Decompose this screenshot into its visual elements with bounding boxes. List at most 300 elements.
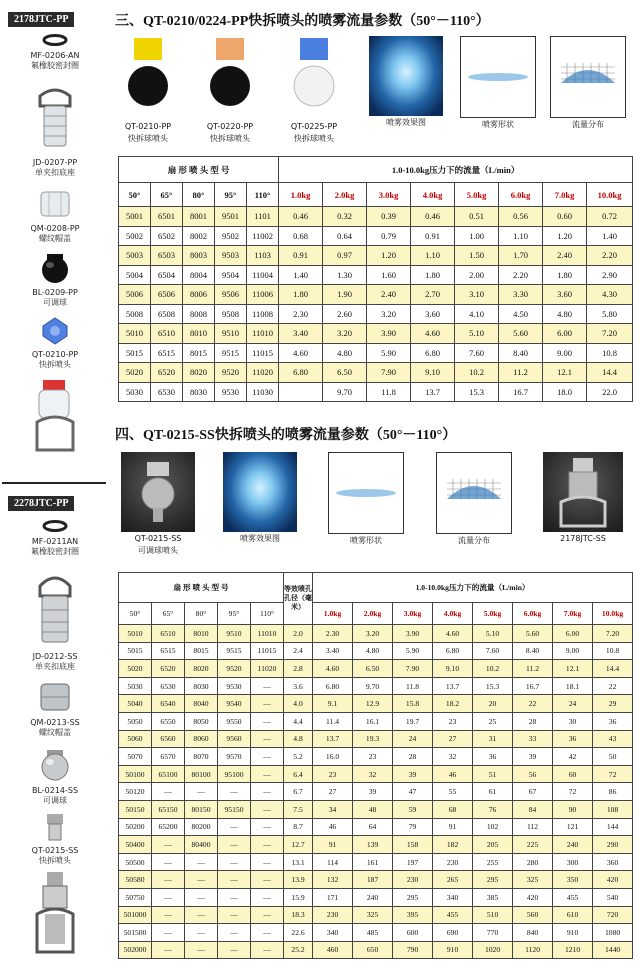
table-cell: — — [218, 871, 251, 889]
sidebar-header-2: 2278JTC-PP — [8, 496, 74, 511]
part-seal-ring-1 — [0, 32, 110, 71]
table-cell: — — [251, 800, 284, 818]
table-row — [119, 765, 633, 783]
table-cell: 7.20 — [587, 324, 633, 344]
part-desc: 可调球 — [43, 298, 67, 307]
image-code: 2178JTC-SS — [560, 534, 606, 543]
table-cell: 1103 — [247, 246, 279, 266]
section3-flow-table — [118, 156, 633, 402]
table-cell: 485 — [353, 924, 393, 942]
table-cell: 225 — [513, 836, 553, 854]
table-cell: 910 — [433, 941, 473, 959]
table-cell: 230 — [313, 906, 353, 924]
angle-header: 80° — [183, 183, 215, 207]
flow-header: 1.0-10.0kg压力下的流量（L/min） — [313, 573, 633, 603]
table-cell: 7.60 — [455, 343, 499, 363]
table-cell: 30 — [553, 712, 593, 730]
part-desc: 氟橡胶密封圈 — [31, 61, 79, 70]
table-cell: 6.80 — [279, 363, 323, 383]
table-cell: — — [185, 853, 218, 871]
table-cell: 12.1 — [553, 660, 593, 678]
table-cell: 5.10 — [473, 625, 513, 643]
part-code: JD-0212-SS — [32, 652, 78, 661]
table-cell: 1.90 — [323, 285, 367, 305]
table-cell: 1.10 — [499, 226, 543, 246]
product-image-qt0220 — [200, 36, 260, 144]
table-cell: — — [152, 836, 185, 854]
table-cell: — — [251, 695, 284, 713]
section3-title: 三、QT-0210/0224-PP快拆喷头的喷雾流量参数（50°－110°） — [115, 14, 490, 29]
angle-header: 110° — [247, 183, 279, 207]
orifice-header: 等效喷孔孔径（毫米） — [284, 573, 313, 625]
section4-flow-table — [118, 572, 633, 959]
flow-distribution-icon — [437, 453, 511, 533]
table-cell: — — [251, 730, 284, 748]
table-cell: 18.0 — [543, 382, 587, 402]
sidebar-header-1: 2178JTC-PP — [8, 12, 74, 27]
table-cell: 47 — [393, 783, 433, 801]
image-desc: 流量分布 — [458, 536, 490, 545]
table-cell: 6.80 — [411, 343, 455, 363]
adjustable-ball-icon — [35, 748, 75, 782]
spray-effect-photo — [223, 452, 297, 532]
table-cell: 11.8 — [393, 677, 433, 695]
table-cell: — — [251, 818, 284, 836]
table-cell: 9501 — [215, 207, 247, 227]
table-body — [119, 573, 633, 959]
table-cell: 11020 — [247, 363, 279, 383]
table-cell: 6515 — [151, 343, 183, 363]
table-cell: 51 — [473, 765, 513, 783]
table-cell: 29 — [593, 695, 633, 713]
table-cell: 9508 — [215, 304, 247, 324]
table-row — [119, 695, 633, 713]
table-cell: 11010 — [251, 625, 284, 643]
table-cell: 11020 — [251, 660, 284, 678]
table-cell: 0.91 — [411, 226, 455, 246]
angle-header: 95° — [215, 183, 247, 207]
table-cell: 60 — [553, 765, 593, 783]
table-cell: 76 — [473, 800, 513, 818]
table-cell: 4.0 — [284, 695, 313, 713]
pressure-header: 7.0kg — [553, 603, 593, 625]
table-cell: 8010 — [185, 625, 218, 643]
table-cell: 9503 — [215, 246, 247, 266]
table-cell: 64 — [353, 818, 393, 836]
spray-shape-diagram — [328, 452, 404, 534]
table-cell: 36 — [473, 748, 513, 766]
pressure-header: 3.0kg — [367, 183, 411, 207]
table-cell: 6530 — [151, 382, 183, 402]
angle-header: 95° — [218, 603, 251, 625]
table-row — [119, 382, 633, 402]
table-cell: 13.9 — [284, 871, 313, 889]
table-cell: 16.1 — [353, 712, 393, 730]
table-cell: 7.90 — [393, 660, 433, 678]
pressure-header: 4.0kg — [411, 183, 455, 207]
table-cell: 5.90 — [393, 642, 433, 660]
table-cell: 6570 — [152, 748, 185, 766]
table-cell: 8008 — [183, 304, 215, 324]
table-cell: 80150 — [185, 800, 218, 818]
table-cell: 6.50 — [323, 363, 367, 383]
table-cell: 42 — [553, 748, 593, 766]
table-cell: 9502 — [215, 226, 247, 246]
table-cell: 420 — [513, 888, 553, 906]
table-cell: 11004 — [247, 265, 279, 285]
table-row — [119, 226, 633, 246]
table-cell: 55 — [433, 783, 473, 801]
table-cell: 67 — [513, 783, 553, 801]
part-code: QT-0215-SS — [31, 846, 79, 855]
table-cell: 9570 — [218, 748, 251, 766]
stainless-nozzle-icon — [121, 452, 195, 532]
table-cell: 6504 — [151, 265, 183, 285]
table-cell: — — [152, 941, 185, 959]
part-thread-cap-2 — [0, 680, 110, 738]
model-header: 扇 形 喷 头 型 号 — [119, 573, 284, 603]
table-cell: 2.40 — [367, 285, 411, 305]
table-cell: 4.4 — [284, 712, 313, 730]
parts-sidebar — [0, 0, 110, 967]
table-cell: 114 — [313, 853, 353, 871]
table-cell: 5006 — [119, 285, 151, 305]
table-cell: 20 — [473, 695, 513, 713]
table-cell: 91 — [433, 818, 473, 836]
table-cell: 6.80 — [313, 677, 353, 695]
table-cell: 11.2 — [499, 363, 543, 383]
flow-header: 1.0-10.0kg压力下的流量（L/min） — [279, 157, 633, 183]
table-cell: 27 — [313, 783, 353, 801]
table-cell: 3.20 — [367, 304, 411, 324]
table-cell: 39 — [393, 765, 433, 783]
table-cell: 102 — [473, 818, 513, 836]
table-cell: 34 — [313, 800, 353, 818]
table-cell: 12.7 — [284, 836, 313, 854]
table-cell: 50750 — [119, 888, 152, 906]
table-cell: — — [251, 888, 284, 906]
table-cell: 10.2 — [455, 363, 499, 383]
table-cell: 15.9 — [284, 888, 313, 906]
table-cell: 350 — [553, 871, 593, 889]
table-cell: 23 — [313, 765, 353, 783]
table-cell: 910 — [553, 924, 593, 942]
table-cell: 2.8 — [284, 660, 313, 678]
product-image-qt0215 — [118, 452, 198, 556]
table-cell: 6506 — [151, 285, 183, 305]
part-code: QM-0208-PP — [30, 224, 80, 233]
table-cell: 7.90 — [367, 363, 411, 383]
table-cell: 3.60 — [411, 304, 455, 324]
table-cell: 5010 — [119, 324, 151, 344]
table-cell: 112 — [513, 818, 553, 836]
part-assembly-2 — [0, 870, 110, 964]
table-cell: 8030 — [185, 677, 218, 695]
table-cell: 4.30 — [587, 285, 633, 305]
image-code: QT-0210-PP — [124, 122, 172, 131]
table-cell: 8.7 — [284, 818, 313, 836]
table-cell: 2.90 — [587, 265, 633, 285]
table-cell: 161 — [353, 853, 393, 871]
table-cell: — — [185, 941, 218, 959]
pressure-header: 1.0kg — [279, 183, 323, 207]
table-cell: 5040 — [119, 695, 152, 713]
table-row — [119, 853, 633, 871]
table-row — [119, 246, 633, 266]
assembly-icon — [543, 452, 623, 532]
table-cell: 8020 — [183, 363, 215, 383]
table-cell: 56 — [513, 765, 553, 783]
table-cell: 6.00 — [553, 625, 593, 643]
header-row — [119, 573, 633, 603]
table-cell: 24 — [553, 695, 593, 713]
table-cell: 13.7 — [313, 730, 353, 748]
spray-effect-photo — [369, 36, 443, 116]
pressure-header: 6.0kg — [513, 603, 553, 625]
nozzle-ball-icon — [292, 36, 336, 116]
table-cell: 1.40 — [279, 265, 323, 285]
table-cell: 2.0 — [284, 625, 313, 643]
table-cell: 1.60 — [367, 265, 411, 285]
table-cell: 5002 — [119, 226, 151, 246]
part-desc: 单夹扣底座 — [35, 662, 75, 671]
table-cell: 5.2 — [284, 748, 313, 766]
image-desc: 喷雾效果图 — [240, 534, 280, 543]
table-cell: 59 — [393, 800, 433, 818]
table-cell: 0.32 — [323, 207, 367, 227]
table-cell: 6530 — [152, 677, 185, 695]
table-cell: 6508 — [151, 304, 183, 324]
table-cell: 6550 — [152, 712, 185, 730]
table-cell: 1.70 — [499, 246, 543, 266]
product-image-qt0210 — [118, 36, 178, 144]
table-cell: 16.7 — [513, 677, 553, 695]
table-row — [119, 871, 633, 889]
table-cell: — — [251, 836, 284, 854]
table-cell: 9504 — [215, 265, 247, 285]
table-cell: — — [251, 783, 284, 801]
table-cell: 4.8 — [284, 730, 313, 748]
table-cell: — — [251, 871, 284, 889]
angle-header: 80° — [185, 603, 218, 625]
table-cell: 68 — [433, 800, 473, 818]
table-cell: 7.5 — [284, 800, 313, 818]
table-cell: 8015 — [183, 343, 215, 363]
table-cell: 50500 — [119, 853, 152, 871]
table-cell: 10.8 — [587, 343, 633, 363]
table-row — [119, 818, 633, 836]
table-cell: — — [152, 888, 185, 906]
table-cell: 80400 — [185, 836, 218, 854]
table-cell: 5.60 — [499, 324, 543, 344]
table-cell: — — [218, 941, 251, 959]
table-cell: 158 — [393, 836, 433, 854]
table-cell: 230 — [393, 871, 433, 889]
table-cell: — — [218, 906, 251, 924]
table-cell: 9515 — [215, 343, 247, 363]
header-row — [119, 157, 633, 183]
table-row — [119, 924, 633, 942]
table-cell: 4.80 — [543, 304, 587, 324]
table-row — [119, 660, 633, 678]
table-row — [119, 304, 633, 324]
table-cell: 0.64 — [323, 226, 367, 246]
table-cell: — — [251, 748, 284, 766]
table-cell: 6560 — [152, 730, 185, 748]
part-code: MF-0206-AN — [30, 51, 80, 60]
table-cell: 5003 — [119, 246, 151, 266]
table-cell: 610 — [553, 906, 593, 924]
table-cell: 455 — [553, 888, 593, 906]
table-cell: 8004 — [183, 265, 215, 285]
pressure-header: 7.0kg — [543, 183, 587, 207]
table-cell: 18.3 — [284, 906, 313, 924]
table-cell: 11015 — [247, 343, 279, 363]
table-cell: 1210 — [553, 941, 593, 959]
table-cell: 3.6 — [284, 677, 313, 695]
table-cell: 9560 — [218, 730, 251, 748]
table-cell: 6515 — [152, 642, 185, 660]
table-cell: 144 — [593, 818, 633, 836]
part-seal-ring-2 — [0, 518, 110, 557]
table-cell: 8003 — [183, 246, 215, 266]
table-cell: 385 — [473, 888, 513, 906]
angle-header: 65° — [152, 603, 185, 625]
table-cell: 43 — [593, 730, 633, 748]
table-cell: 18.1 — [553, 677, 593, 695]
table-cell: 6501 — [151, 207, 183, 227]
table-row — [119, 712, 633, 730]
table-cell: 1.50 — [455, 246, 499, 266]
table-cell: 360 — [593, 853, 633, 871]
table-cell: 16.7 — [499, 382, 543, 402]
table-cell: 22.6 — [284, 924, 313, 942]
table-cell: 5070 — [119, 748, 152, 766]
table-cell: 9510 — [218, 625, 251, 643]
product-image-2178jtc-ss — [540, 452, 626, 544]
table-row — [119, 748, 633, 766]
table-cell: 4.60 — [411, 324, 455, 344]
part-code: MF-0211AN — [31, 537, 79, 546]
table-cell: 0.91 — [279, 246, 323, 266]
table-row — [119, 783, 633, 801]
table-cell: 340 — [313, 924, 353, 942]
image-desc: 快拆球喷头 — [210, 134, 250, 143]
table-cell: 11008 — [247, 304, 279, 324]
table-cell: 1.20 — [543, 226, 587, 246]
table-cell: 0.56 — [499, 207, 543, 227]
table-cell: 770 — [473, 924, 513, 942]
table-cell: 5060 — [119, 730, 152, 748]
table-row — [119, 642, 633, 660]
image-desc: 喷雾效果图 — [386, 118, 426, 127]
angle-header: 50° — [119, 603, 152, 625]
table-cell: 5015 — [119, 343, 151, 363]
image-desc: 可调球喷头 — [138, 546, 178, 555]
table-cell: 33 — [513, 730, 553, 748]
table-cell: 2.70 — [411, 285, 455, 305]
table-cell: 6.7 — [284, 783, 313, 801]
table-cell: 1020 — [473, 941, 513, 959]
table-cell: 290 — [593, 836, 633, 854]
table-cell: 1101 — [247, 207, 279, 227]
table-cell: 182 — [433, 836, 473, 854]
table-cell: 3.60 — [543, 285, 587, 305]
quick-nozzle-icon — [35, 316, 75, 346]
part-ball-2 — [0, 748, 110, 806]
table-cell: 50400 — [119, 836, 152, 854]
table-cell: 11002 — [247, 226, 279, 246]
table-cell: 50580 — [119, 871, 152, 889]
table-cell: 240 — [353, 888, 393, 906]
table-cell: 6520 — [151, 363, 183, 383]
table-cell: — — [251, 712, 284, 730]
table-cell: 9.10 — [411, 363, 455, 383]
table-cell: 22 — [593, 677, 633, 695]
spray-effect-image-1 — [366, 36, 446, 128]
table-cell: 1.30 — [323, 265, 367, 285]
seal-ring-icon — [40, 519, 70, 533]
table-cell: 8015 — [185, 642, 218, 660]
table-cell: 11006 — [247, 285, 279, 305]
subheader-row — [119, 603, 633, 625]
table-cell: 420 — [593, 871, 633, 889]
table-cell: 187 — [353, 871, 393, 889]
table-cell: 95150 — [218, 800, 251, 818]
table-cell: 5030 — [119, 382, 151, 402]
table-cell: 11.8 — [367, 382, 411, 402]
table-cell: 6540 — [152, 695, 185, 713]
table-cell: 600 — [393, 924, 433, 942]
table-cell: 65100 — [152, 765, 185, 783]
flow-distribution-diagram — [436, 452, 512, 534]
table-cell: 295 — [393, 888, 433, 906]
table-cell: 22.0 — [587, 382, 633, 402]
table-cell: 5020 — [119, 363, 151, 383]
table-cell: 11.4 — [313, 712, 353, 730]
table-cell: — — [185, 783, 218, 801]
table-cell: 6.50 — [353, 660, 393, 678]
table-cell: 240 — [553, 836, 593, 854]
table-cell: 8.40 — [499, 343, 543, 363]
table-cell: — — [152, 924, 185, 942]
table-cell: 395 — [393, 906, 433, 924]
part-desc: 快拆喷头 — [39, 856, 71, 865]
table-cell: — — [185, 888, 218, 906]
table-cell: 91 — [313, 836, 353, 854]
table-cell: 31 — [473, 730, 513, 748]
table-cell: — — [152, 871, 185, 889]
thread-cap-icon — [35, 188, 75, 220]
table-cell: 8002 — [183, 226, 215, 246]
table-cell: 1.40 — [587, 226, 633, 246]
table-cell: — — [218, 783, 251, 801]
table-cell: 15.3 — [455, 382, 499, 402]
table-cell: 0.60 — [543, 207, 587, 227]
table-cell: 3.40 — [279, 324, 323, 344]
table-cell: 1.00 — [455, 226, 499, 246]
table-row — [119, 363, 633, 383]
part-desc: 快拆喷头 — [39, 360, 71, 369]
table-cell: — — [251, 924, 284, 942]
table-cell: 5050 — [119, 712, 152, 730]
table-cell: 18.2 — [433, 695, 473, 713]
part-code: QT-0210-PP — [31, 350, 79, 359]
part-code: JD-0207-PP — [32, 158, 78, 167]
image-code: QT-0220-PP — [206, 122, 254, 131]
table-cell: 9.00 — [543, 343, 587, 363]
flow-distribution-image-2 — [434, 452, 514, 546]
